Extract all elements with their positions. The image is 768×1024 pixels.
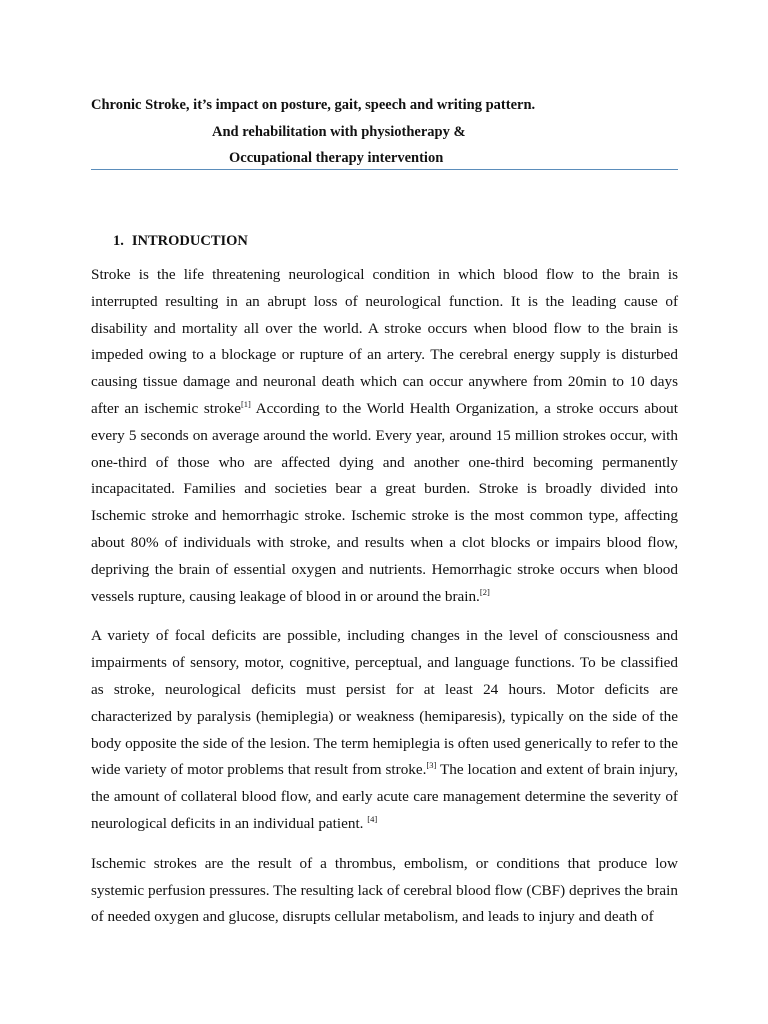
paragraph-3-text: Ischemic strokes are the result of a thrombus, embolism, or conditions that produce low systemic perfusion pressures. The resulting lack of cerebral blood flow (CBF) deprives the brain of needed oxygen and glucose, disrupts cellular metabolism, and leads to injury and death of — [91, 854, 678, 926]
paragraph-1-text-a: Stroke is the life threatening neurological condition in which blood flow to the brain is interrupted resulting in an abrupt loss of neurological function. It is the leading cause of disability and mortality all over the world. A stroke occurs when blood flow to the brain is impeded owing to a blockage or rupture of an artery. The cerebral energy supply is disturbed causing tissue damage and neuronal death which can occur anywhere from 20min to 10 days after an ischemic stroke — [91, 266, 678, 417]
paragraph-3 — [91, 851, 678, 931]
paragraph-2-text-a: A variety of focal deficits are possible, including changes in the level of consciousness and impairments of sensory, motor, cognitive, perceptual, and language functions. To be classified as stroke, neurological deficits must persist for at least 24 hours. Motor deficits are characterized by paralysis (hemiplegia) or weakness (hemiparesis), typically on the side of the body opposite the side of the lesion. The term hemiplegia is often used generically to refer to the wide variety of motor problems that result from stroke. — [91, 627, 678, 779]
citation-2: [2] — [479, 586, 490, 597]
title-line-1: Chronic Stroke, it’s impact on posture, gait, speech and writing pattern. — [91, 97, 536, 113]
document-body — [91, 262, 678, 944]
section-number: 1. — [113, 233, 124, 249]
citation-1: [1] — [240, 398, 251, 409]
section-heading — [113, 230, 248, 252]
paragraph-1 — [91, 262, 678, 610]
title-divider — [91, 169, 678, 170]
paragraph-2 — [91, 623, 678, 837]
title-line-2: And rehabilitation with physiotherapy & — [212, 123, 466, 140]
paragraph-1-text-b: According to the World Health Organization, a stroke occurs about every 5 seconds on average around the world. Every year, around 15 million strokes occur, with one-third of those who are affected dying and another one-third becoming permanently incapacitated. Families and societies bear a great burden. Stroke is broadly divided into Ischemic stroke and hemorrhagic stroke. Ischemic stroke is the most common type, affecting about 80% of individuals with stroke, and results when a clot blocks or impairs blood flow, depriving the brain of essential oxygen and nutrients. Hemorrhagic stroke occurs when blood vessels rupture, causing leakage of blood in or around the brain. — [91, 399, 678, 605]
paragraph-2-text-b: The location and extent of brain injury, the amount of collateral blood flow, and early acute care management determine the severity of neurological deficits in an individual patient. — [91, 761, 678, 832]
citation-4: [4] — [367, 813, 378, 824]
section-title: INTRODUCTION — [131, 233, 248, 249]
document-title — [91, 92, 678, 172]
title-line-3: Occupational therapy intervention — [229, 150, 444, 166]
citation-3: [3] — [426, 760, 437, 771]
